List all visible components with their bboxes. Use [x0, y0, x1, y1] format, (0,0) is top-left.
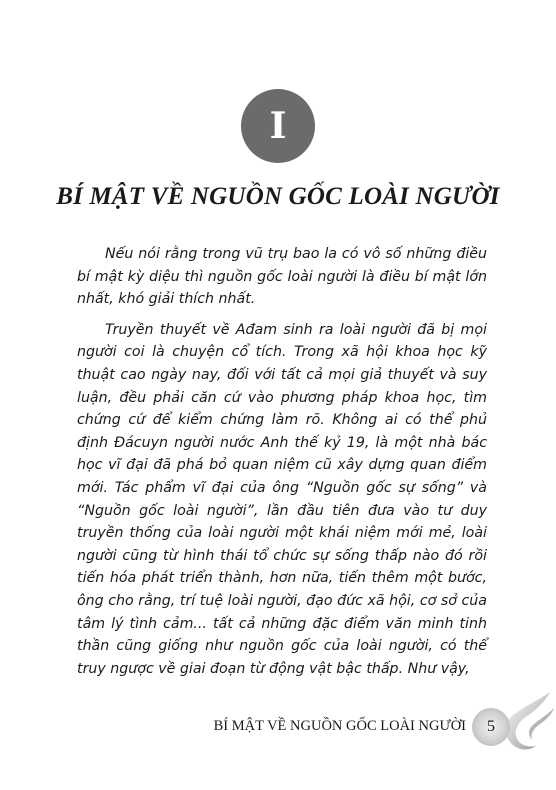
paragraph-2: Truyền thuyết về Ađam sinh ra loài người đã bị mọi người coi là chuyện cổ tích. Trong xã hội khoa học kỹ thuật cao ngày nay, đối với tất cả mọi giả thuyết và suy luận, đều phải căn cứ vào phương pháp khoa học, tìm chứng cứ để kiểm chứng làm rõ. Không ai có thể phủ định Đácuyn người nước Anh thế kỷ 19, là một nhà bác học vĩ đại đã phá bỏ quan niệm cũ xây dựng quan điểm mới. Tác phẩm vĩ đại của ông “Nguồn gốc sự sống” và “Nguồn gốc loài người”, lần đầu tiên đưa vào tư duy truyền thống của loài người một khái niệm mới mẻ, loài người cũng từ hình thái tổ chức sự sống thấp nào đó rồi tiến hóa phát triển thành, hơn nữa, tiến thêm một bước, ông cho rằng, trí tuệ loài người, đạo đức xã hội, cơ sở của tâm lý tình cảm... tất cả những đặc điểm văn minh tinh thần cũng giống như nguồn gốc của loài người, có thể truy ngược về giai đoạn từ động vật bậc thấp. Như vậy,: [77, 321, 487, 677]
chapter-number-badge: [241, 89, 315, 163]
running-footer-title: BÍ MẬT VỀ NGUỒN GỐC LOÀI NGƯỜI: [213, 718, 466, 734]
paragraph-1: Nếu nói rằng trong vũ trụ bao la có vô số những điều bí mật kỳ diệu thì nguồn gốc loài người là điều bí mật lớn nhất, khó giải thích nhất.: [77, 246, 487, 308]
page-number: 5: [487, 718, 495, 735]
page-number-badge: [472, 708, 510, 746]
chapter-title: BÍ MẬT VỀ NGUỒN GỐC LOÀI NGƯỜI: [56, 183, 500, 210]
chapter-body: [77, 243, 487, 688]
chapter-numeral: I: [269, 105, 287, 147]
